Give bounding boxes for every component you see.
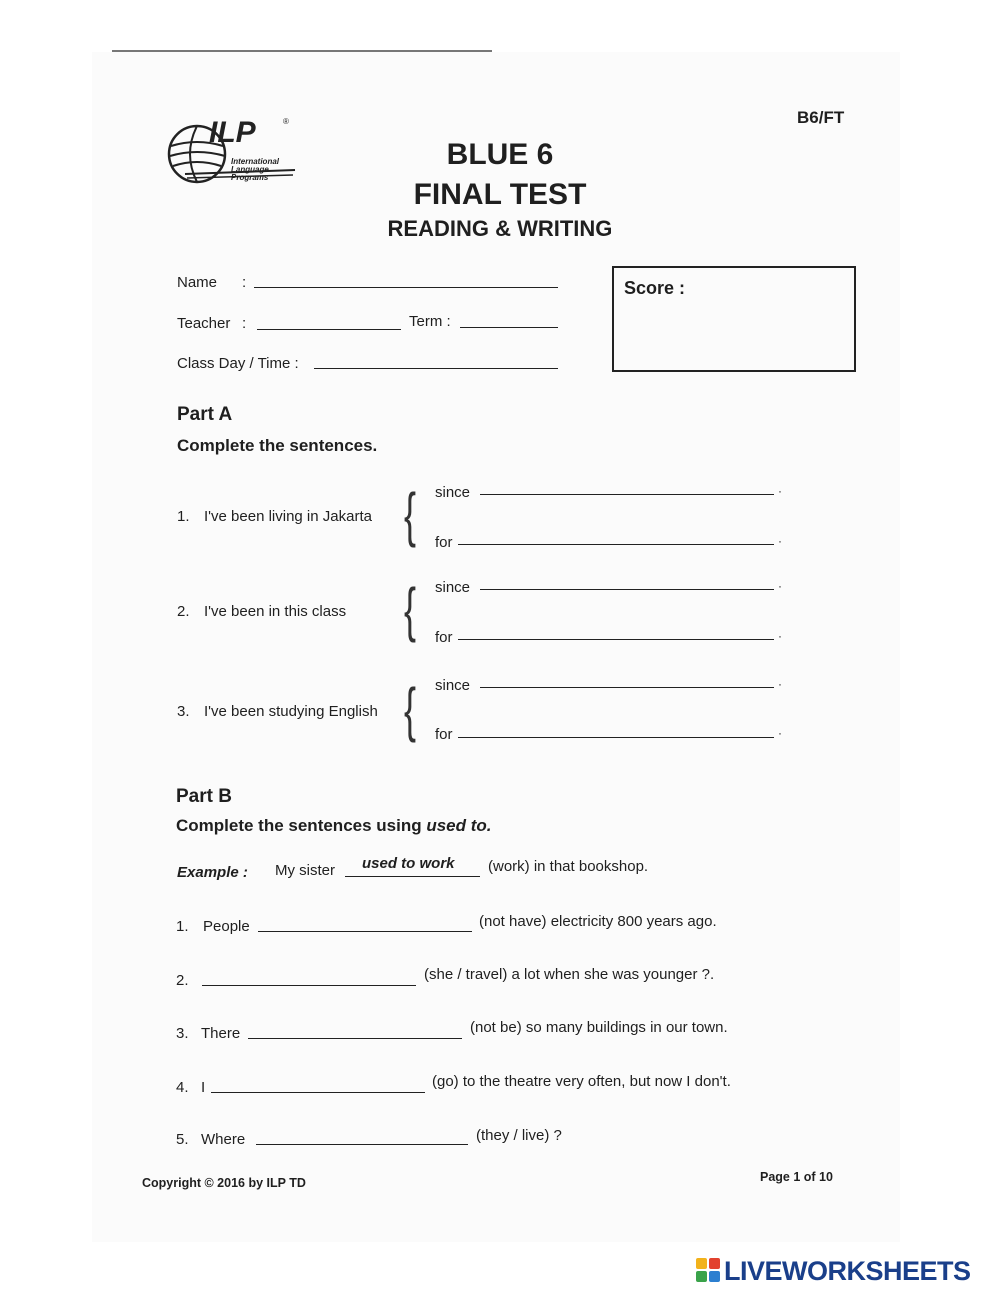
part-b-item-before: I bbox=[201, 1079, 206, 1096]
score-label: Score : bbox=[624, 278, 686, 298]
part-b-item-before: There bbox=[201, 1025, 241, 1042]
since-label: since bbox=[435, 579, 471, 596]
copyright: Copyright © 2016 by ILP TD bbox=[142, 1176, 306, 1190]
used-to-answer-field[interactable] bbox=[256, 1144, 468, 1145]
for-answer-field[interactable] bbox=[458, 639, 774, 640]
part-b-title: Part B bbox=[176, 786, 232, 807]
since-label: since bbox=[435, 484, 471, 501]
part-b-item-number: 2. bbox=[176, 972, 189, 989]
used-to-answer-field[interactable] bbox=[202, 985, 416, 986]
since-label: since bbox=[435, 677, 471, 694]
scan-edge-line bbox=[112, 50, 492, 52]
example-answer: used to work bbox=[362, 855, 455, 872]
part-b-item-number: 1. bbox=[176, 918, 189, 935]
logo-wordmark: ILP bbox=[209, 116, 256, 149]
test-code: B6/FT bbox=[797, 108, 845, 127]
part-b-item-before: People bbox=[203, 918, 250, 935]
part-a-title: Part A bbox=[177, 404, 233, 425]
part-b-item-number: 4. bbox=[176, 1079, 189, 1096]
part-a-item-text: I've been living in Jakarta bbox=[204, 508, 372, 525]
since-answer-field[interactable] bbox=[480, 494, 774, 495]
liveworksheets-watermark: LIVEWORKSHEETS bbox=[724, 1256, 971, 1286]
test-subtitle: READING & WRITING bbox=[387, 216, 613, 241]
part-a-item-number: 2. bbox=[177, 603, 190, 620]
example-after: (work) in that bookshop. bbox=[488, 858, 649, 875]
name-field[interactable] bbox=[254, 287, 558, 288]
used-to-emphasis: used to. bbox=[426, 816, 492, 835]
page-number: Page 1 of 10 bbox=[760, 1170, 833, 1184]
part-b-item-before: Where bbox=[201, 1131, 246, 1148]
for-answer-field[interactable] bbox=[458, 737, 774, 738]
test-title: FINAL TEST bbox=[413, 178, 587, 211]
part-b-item-after: (not be) so many buildings in our town. bbox=[470, 1019, 728, 1036]
logo-subtitle: International Language Programs bbox=[231, 157, 280, 182]
teacher-field[interactable] bbox=[257, 329, 401, 330]
example-before: My sister bbox=[275, 862, 335, 879]
score-box bbox=[612, 266, 856, 372]
used-to-answer-field[interactable] bbox=[211, 1092, 425, 1093]
term-field[interactable] bbox=[460, 327, 558, 328]
part-b-item-after: (they / live) ? bbox=[476, 1127, 562, 1144]
teacher-colon: : bbox=[242, 315, 247, 332]
brace-icon: { bbox=[404, 676, 417, 743]
test-title-level: BLUE 6 bbox=[446, 138, 554, 171]
ilp-logo bbox=[165, 112, 300, 192]
part-a-item-text: I've been studying English bbox=[204, 703, 378, 720]
brace-icon: { bbox=[404, 481, 417, 548]
since-answer-field[interactable] bbox=[480, 687, 774, 688]
part-b-item-after: (not have) electricity 800 years ago. bbox=[479, 913, 717, 930]
for-answer-field[interactable] bbox=[458, 544, 774, 545]
part-a-item-number: 3. bbox=[177, 703, 190, 720]
brace-icon: { bbox=[404, 576, 417, 643]
svg-text:®: ® bbox=[283, 117, 289, 126]
liveworksheets-logo-icon bbox=[696, 1258, 720, 1282]
part-a-item-text: I've been in this class bbox=[204, 603, 347, 620]
example-label: Example : bbox=[177, 864, 248, 881]
example-underline bbox=[345, 876, 480, 877]
term-label: Term : bbox=[409, 313, 451, 330]
name-colon: : bbox=[242, 274, 247, 291]
part-b-item-after: (she / travel) a lot when she was younger ?. bbox=[424, 966, 715, 983]
part-a-instruction: Complete the sentences. bbox=[177, 436, 378, 455]
class-time-label: Class Day / Time : bbox=[177, 355, 299, 372]
part-b-item-number: 3. bbox=[176, 1025, 189, 1042]
used-to-answer-field[interactable] bbox=[248, 1038, 462, 1039]
since-answer-field[interactable] bbox=[480, 589, 774, 590]
class-time-field[interactable] bbox=[314, 368, 558, 369]
part-b-instruction: Complete the sentences using used to. bbox=[176, 816, 492, 835]
part-a-item-number: 1. bbox=[177, 508, 190, 525]
name-label: Name bbox=[177, 274, 218, 291]
for-label: for bbox=[435, 534, 453, 551]
for-label: for bbox=[435, 629, 453, 646]
part-b-item-number: 5. bbox=[176, 1131, 189, 1148]
used-to-answer-field[interactable] bbox=[258, 931, 472, 932]
teacher-label: Teacher bbox=[177, 315, 231, 332]
for-label: for bbox=[435, 726, 453, 743]
part-b-item-after: (go) to the theatre very often, but now I don't. bbox=[432, 1073, 731, 1090]
